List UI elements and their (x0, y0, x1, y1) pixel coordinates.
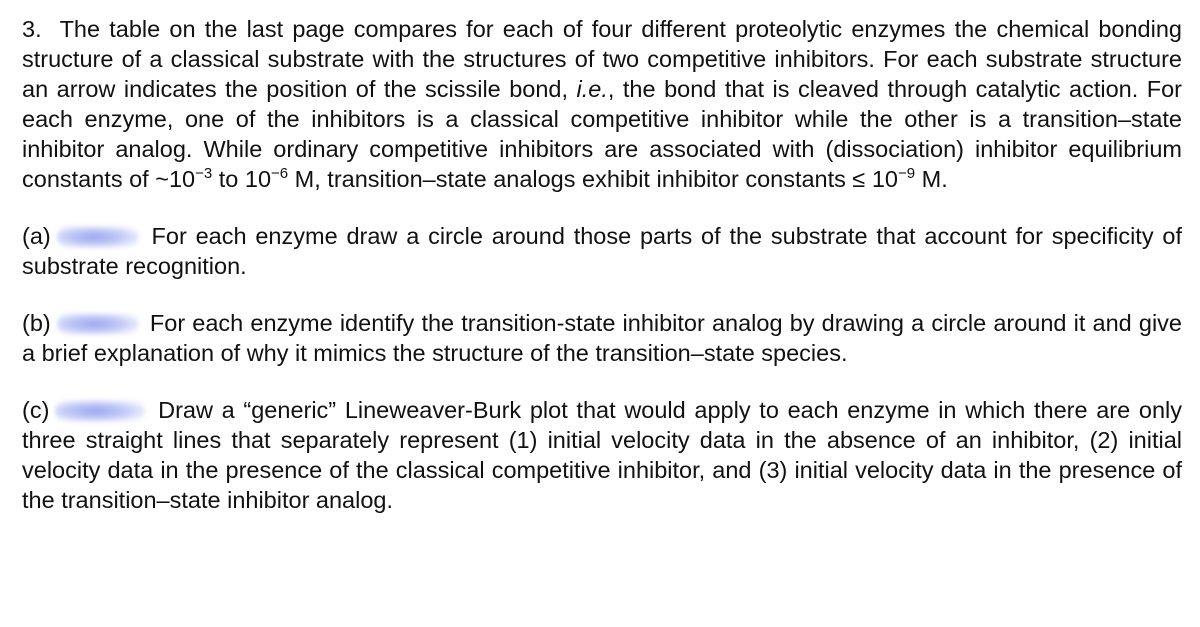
exponent-3: −9 (898, 165, 916, 182)
part-b-label: (b) (22, 310, 51, 336)
intro-text-2: , the bond that is cleaved through catalytic action. For each enzyme, one of the inhibitors is a classical competitive inhibitor while the other is a transition–state inhibitor analog. While ordinary competitive inhibitors are associated with (dissociation) inhibitor equilibrium constants of ~10 (22, 76, 1183, 192)
part-b (22, 308, 1182, 368)
question-intro (22, 14, 1182, 194)
blurred-points-badge (55, 400, 145, 422)
exponent-2: −6 (271, 165, 289, 182)
blurred-points-badge (57, 226, 139, 248)
part-b-text: For each enzyme identify the transition-state inhibitor analog by drawing a circle around it and give a brief explanation of why it mimics the structure of the transition–state species. (22, 310, 1183, 366)
problem-page (22, 14, 1182, 542)
intro-to-text: to 10 (212, 166, 272, 192)
intro-text-1: The table on the last page compares for each of four different proteolytic enzymes the chemical bonding structure of a classical substrate with the structures of two competitive inhibitors. For each substrate structure an arrow indicates the position of the scissile bond, (22, 16, 1182, 102)
part-a-label: (a) (22, 223, 51, 249)
exponent-1: −3 (195, 165, 213, 182)
part-c-label: (c) (22, 397, 50, 423)
intro-ie: i.e. (576, 76, 608, 102)
question-number: 3. (22, 16, 42, 42)
blurred-points-badge (57, 313, 139, 335)
intro-end: M. (915, 166, 948, 192)
part-a (22, 221, 1182, 281)
part-c (22, 395, 1182, 515)
part-c-text: Draw a “generic” Lineweaver-Burk plot that would apply to each enzyme in which there are only three straight lines that separately represent (1) initial velocity data in the absence of an inhibitor, (2) initial velocity data in the presence of the classical competitive inhibitor, and (3) initial velocity data in the presence of the transition–state inhibitor analog. (22, 397, 1183, 513)
part-a-text: For each enzyme draw a circle around those parts of the substrate that account for specificity of substrate recognition. (22, 223, 1182, 279)
intro-text-3: M, transition–state analogs exhibit inhibitor constants ≤ 10 (288, 166, 899, 192)
